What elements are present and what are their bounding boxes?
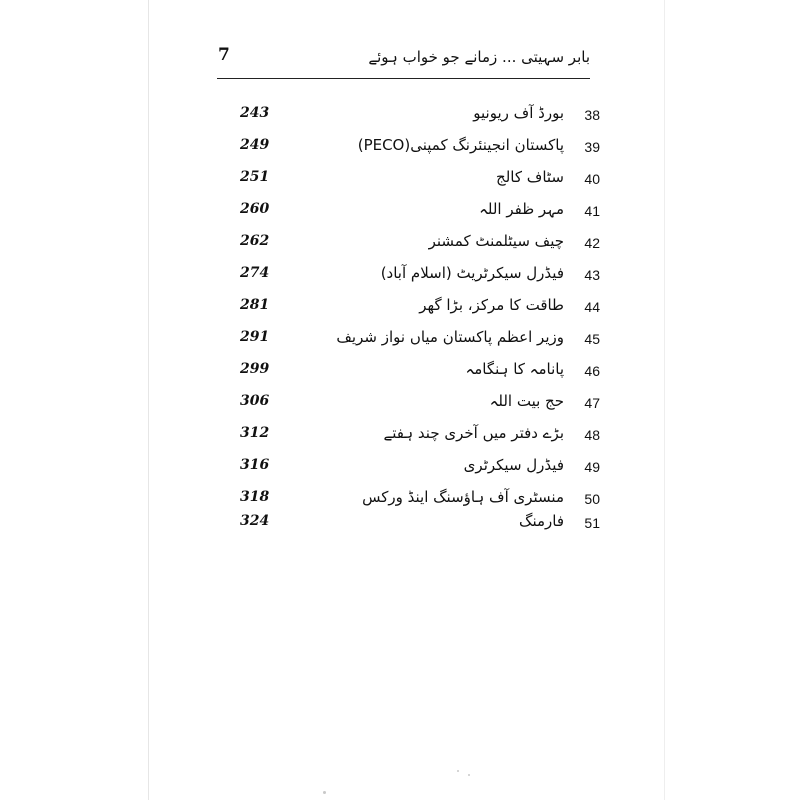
toc-title: بورڈ آف ریونیو — [473, 104, 564, 122]
toc-title: حج بیت اللہ — [489, 392, 564, 410]
toc-entry — [240, 425, 600, 451]
toc-title: چیف سیٹلمنٹ کمشنر — [428, 232, 564, 250]
toc-title: پانامہ کا ہنگامہ — [465, 360, 564, 378]
toc-page-number: 274 — [240, 265, 270, 281]
toc-entry — [240, 137, 600, 163]
toc-title: بڑے دفتر میں آخری چند ہفتے — [383, 424, 564, 442]
toc-entry — [240, 457, 600, 483]
toc-title: مہر ظفر اللہ — [479, 200, 564, 218]
toc-title: فیڈرل سیکرٹریٹ (اسلام آباد) — [380, 264, 564, 282]
toc-title: سٹاف کالج — [496, 168, 564, 186]
toc-page-number: 316 — [240, 457, 270, 473]
toc-page-number: 324 — [240, 513, 270, 529]
toc-entry — [240, 105, 600, 131]
toc-chapter-number: 39 — [584, 139, 600, 155]
toc-chapter-number: 45 — [584, 331, 600, 347]
toc-chapter-number: 44 — [584, 299, 600, 315]
toc-chapter-number: 43 — [584, 267, 600, 283]
toc-title: وزیر اعظم پاکستان میاں نواز شریف — [336, 328, 564, 346]
toc-chapter-number: 40 — [584, 171, 600, 187]
toc-page-number: 306 — [240, 393, 270, 409]
toc-entry — [240, 513, 600, 539]
toc-chapter-number: 49 — [584, 459, 600, 475]
toc-entry — [240, 169, 600, 195]
toc-entry — [240, 297, 600, 323]
toc-title: پاکستان انجینئرنگ کمپنی(PECO) — [357, 136, 564, 154]
toc-chapter-number: 47 — [584, 395, 600, 411]
toc-entry — [240, 329, 600, 355]
toc-page-number: 281 — [240, 297, 270, 313]
toc-title: فارمنگ — [519, 512, 564, 530]
toc-page-number: 243 — [240, 105, 270, 121]
toc-title: فیڈرل سیکرٹری — [463, 456, 564, 474]
toc-page-number: 262 — [240, 233, 270, 249]
toc-page-number: 318 — [240, 489, 270, 505]
toc-entry — [240, 361, 600, 387]
toc-chapter-number: 46 — [584, 363, 600, 379]
toc-entry — [240, 393, 600, 419]
toc-page-number: 291 — [240, 329, 270, 345]
toc-chapter-number: 42 — [584, 235, 600, 251]
toc-page-number: 251 — [240, 169, 270, 185]
toc-title: طاقت کا مرکز، بڑا گھر — [419, 296, 564, 314]
toc-page-number: 299 — [240, 361, 270, 377]
toc-chapter-number: 50 — [584, 491, 600, 507]
running-head: بابر سہیتی ... زمانے جو خواب ہوئے — [368, 48, 590, 66]
toc-page-number: 312 — [240, 425, 270, 441]
toc-chapter-number: 41 — [584, 203, 600, 219]
toc-entry — [240, 201, 600, 227]
toc-chapter-number: 48 — [584, 427, 600, 443]
toc-page-number: 260 — [240, 201, 270, 217]
page-number: 7 — [218, 45, 230, 65]
toc-chapter-number: 51 — [584, 515, 600, 531]
toc-entry — [240, 265, 600, 291]
toc-entry — [240, 233, 600, 259]
toc-chapter-number: 38 — [584, 107, 600, 123]
toc-page-number: 249 — [240, 137, 270, 153]
toc-title: منسٹری آف ہاؤسنگ اینڈ ورکس — [362, 488, 564, 506]
